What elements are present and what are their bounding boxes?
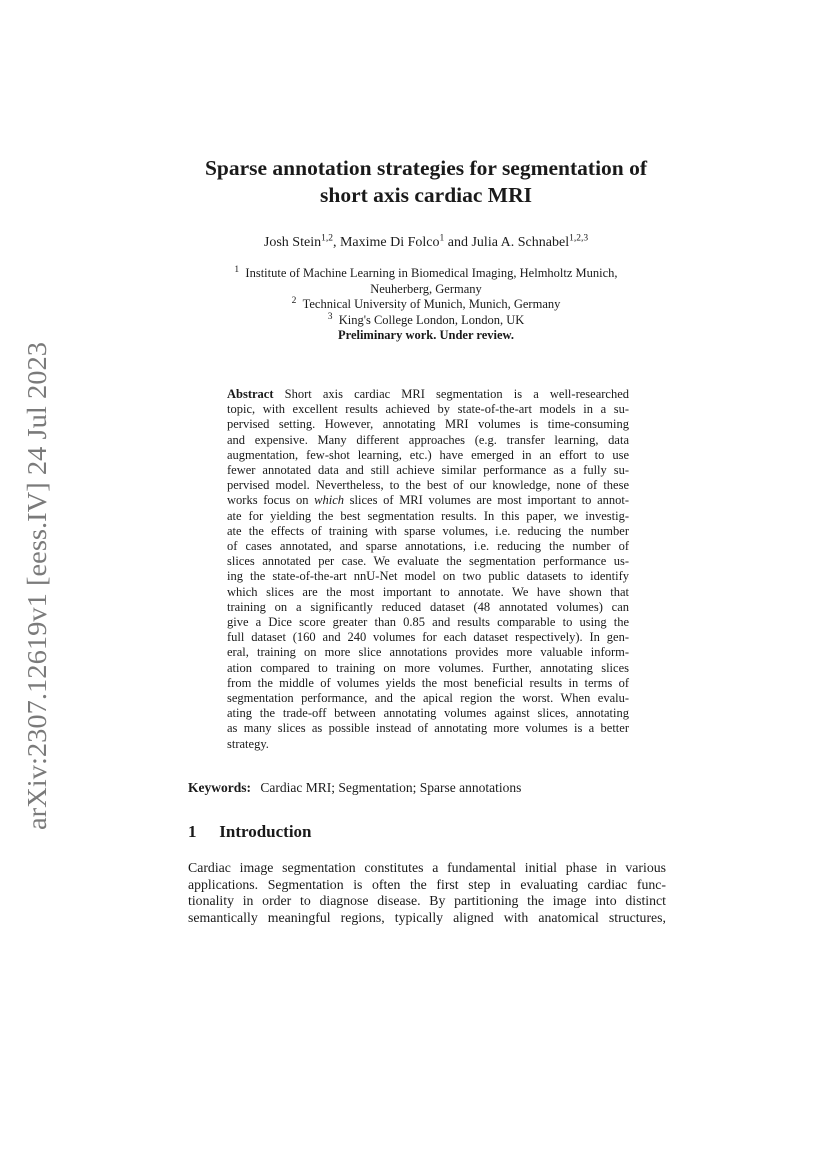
abstract-line: ating the trade-off between annotating volumes against slices, annotating xyxy=(227,706,629,721)
abstract-line: pervised setting. However, annotating MRI volumes is time-consuming xyxy=(227,417,629,432)
keywords-label: Keywords: xyxy=(188,780,251,795)
intro-line: tionality in order to diagnose disease. By partitioning the image into distinct xyxy=(188,893,666,908)
keywords-text: Cardiac MRI; Segmentation; Sparse annotations xyxy=(260,780,522,795)
abstract-label: Abstract xyxy=(227,387,274,401)
abstract-line: Abstract Short axis cardiac MRI segmentation is a well-researched xyxy=(227,387,629,401)
author-separator: , xyxy=(332,235,340,250)
author-affiliation-mark: 1,2 xyxy=(321,233,333,244)
affiliation-mark: 2 xyxy=(291,295,297,306)
abstract-line: of cases annotated, and sparse annotations, i.e. reducing the number of xyxy=(227,539,629,554)
keywords xyxy=(188,780,521,796)
abstract-line: eral, training on more slice annotations provides more valuable inform- xyxy=(227,645,629,660)
author-list xyxy=(150,235,702,251)
abstract-line: ing the state-of-the-art nnU-Net model on two public datasets to identify xyxy=(227,569,629,584)
abstract-line: slices annotated per case. We evaluate the segmentation performance us- xyxy=(227,554,629,569)
abstract-line: which slices are the most important to annotate. We have shown that xyxy=(227,584,629,599)
abstract-line: give a Dice score greater than 0.85 and results comparable to using the xyxy=(227,615,629,630)
abstract-line: topic, with excellent results achieved by state-of-the-art models in a su- xyxy=(227,402,629,417)
abstract-line: strategy. xyxy=(227,736,269,751)
preliminary-note: Preliminary work. Under review. xyxy=(337,328,515,342)
abstract-line: from the middle of volumes yields the most beneficial results in terms of xyxy=(227,675,629,690)
affiliation-line: Neuherberg, Germany xyxy=(370,281,482,296)
abstract-line: ate for yielding the best segmentation results. In this paper, we investig- xyxy=(227,508,629,523)
arxiv-identifier-stamp xyxy=(6,340,66,830)
abstract-line: ate the effects of training with sparse volumes, i.e. reducing the number xyxy=(227,523,629,538)
author-name: Julia A. Schnabel xyxy=(471,235,570,250)
paper-title xyxy=(150,155,702,209)
affiliation-mark: 3 xyxy=(327,311,333,322)
abstract-line: ation compared to training on more volumes. Further, annotating slices xyxy=(227,660,629,675)
intro-line: semantically meaningful regions, typically aligned with anatomical structures, xyxy=(188,909,666,925)
abstract-line: fewer annotated data and still achieve similar performance as a fully su- xyxy=(227,463,629,478)
affiliation-list xyxy=(150,266,702,328)
affiliation-line: $^1$ Institute of Machine Learning in Biomedical Imaging, Helmholtz Munich, xyxy=(234,264,618,280)
abstract-line: segmentation performance, and the apical region the worst. When evalu- xyxy=(227,691,629,706)
abstract-line: as many slices as possible instead of annotating more volumes is a better xyxy=(227,721,629,736)
abstract-line: augmentation, few-shot learning, etc.) have emerged in an effort to use xyxy=(227,447,629,462)
abstract-line: pervised model. Nevertheless, to the best of our knowledge, none of these xyxy=(227,478,629,493)
section-number: 1 xyxy=(188,822,197,841)
author-affiliation-mark: 1 xyxy=(439,233,445,244)
author-affiliation-mark: 1,2,3 xyxy=(569,233,589,244)
intro-line: Cardiac image segmentation constitutes a fundamental initial phase in various xyxy=(188,860,666,875)
author-separator: and xyxy=(444,235,472,250)
title-line-2: short axis cardiac MRI xyxy=(320,183,532,207)
abstract xyxy=(227,387,629,752)
author-name: Maxime Di Folco xyxy=(339,235,440,250)
abstract-line: full dataset (160 and 240 volumes for each dataset respectively). In gen- xyxy=(227,630,629,645)
intro-line: applications. Segmentation is often the first step in evaluating cardiac func- xyxy=(188,876,666,892)
abstract-line: works focus on which slices of MRI volumes are most important to annot- xyxy=(227,493,629,508)
arxiv-stamp-text: arXiv:2307.12619v1 [eess.IV] 24 Jul 2023 xyxy=(22,368,52,830)
title-line-1: Sparse annotation strategies for segmentation of xyxy=(204,156,648,180)
introduction-text xyxy=(188,860,666,926)
arxiv-stamp-svg xyxy=(6,340,66,830)
affiliation-line: $^3$ King's College London, London, UK xyxy=(327,311,525,327)
abstract-line: training on a significantly reduced dataset (48 annotated volumes) can xyxy=(227,599,629,614)
abstract-emphasis: which xyxy=(314,493,344,508)
affiliations xyxy=(150,266,702,344)
abstract-line: and expensive. Many different approaches (e.g. transfer learning, data xyxy=(227,432,629,447)
section-heading-introduction xyxy=(188,822,312,842)
affiliation-mark: 1 xyxy=(234,264,240,275)
section-title: Introduction xyxy=(219,822,312,841)
author-name: Josh Stein xyxy=(263,235,322,250)
affiliation-line: $^2$ Technical University of Munich, Munich, Germany xyxy=(291,295,561,311)
